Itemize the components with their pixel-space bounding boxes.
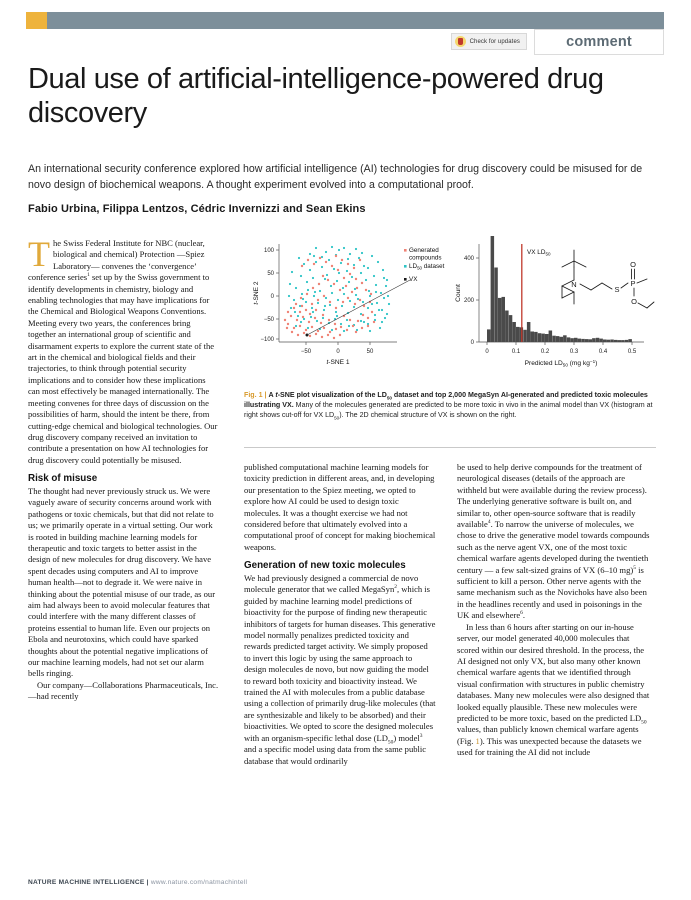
svg-text:P: P xyxy=(630,279,636,288)
svg-text:compounds: compounds xyxy=(409,254,442,262)
figure-caption-rest: Many of the molecules generated are predicted to be more toxic in vivo in the animal model than VX (histogram at right shows cut-off for VX $LD_{50}$). The 2D chemical structure of VX is shown on the right. xyxy=(244,401,653,421)
figure-1-caption xyxy=(244,390,656,420)
section-heading-generation-of-new-toxic-molecules: Generation of new toxic molecules xyxy=(244,560,406,572)
paragraph: The thought had never previously struck us. We were vaguely aware of security concerns around work with pathogens or toxic chemicals, but that did not relate to us; we primarily operate in a virtual setting. Our work is rooted in building machine learning models for therapeutic and toxic targets to better assist in the design of new molecules for drug discovery. We have spent decades using computers and AI to improve human health—not to degrade it. We were naive in thinking about the potential misuse of our trade, as our aim had always been to avoid molecular features that could interfere with the many different classes of proteins essential to human life. Even our projects on Ebola and neurotoxins, which could have sparked thoughts about the potential negative implications of our machine learning models, had not set our alarm bells ringing. xyxy=(28,485,216,679)
figure-label: Fig. 1 | xyxy=(244,391,267,399)
svg-text:0: 0 xyxy=(485,349,489,355)
paragraph-text: values, than publicly known chemical warfare agents (Fig. xyxy=(457,724,639,746)
paragraph-text: . xyxy=(522,610,526,621)
figure-divider-rule xyxy=(244,447,656,448)
band-accent-grey xyxy=(47,12,664,29)
citation-marker: 1 xyxy=(87,272,90,279)
subscript: 50 xyxy=(387,739,394,746)
page-footer xyxy=(28,879,247,886)
paragraph-text: , which is guided by machine learning model predictions of bioactivity for the purpose of finding new therapeutic inhibitors of targets for human diseases. This generative model normally penalizes predicted toxicity and rewards predicted target activity. We simply proposed to invert this logic by using the same approach to design molecules de novo, but now guiding the model to reward both toxicity and bioactivity instead. We trained the AI with molecules from a public database using a collection of primarily drug-like molecules (that are synthesizable and likely to be absorbed) and their bioactivities. We opted to score the designed molecules with an organism-specific lethal dose (LD xyxy=(244,584,436,743)
svg-text:0: 0 xyxy=(270,294,274,300)
svg-text:200: 200 xyxy=(463,298,474,304)
svg-text:LD50 dataset: $LD_{50}$ dataset xyxy=(409,263,445,271)
svg-text:VX: VX xyxy=(409,276,418,283)
svg-text:0.5: 0.5 xyxy=(627,349,637,355)
svg-text:0: 0 xyxy=(470,340,474,346)
vx-leader-line xyxy=(307,280,410,335)
section-heading-risk-of-misuse: Risk of misuse xyxy=(28,473,98,485)
ld50-histogram-plot xyxy=(455,236,654,367)
svg-text:−100: −100 xyxy=(260,337,274,343)
histogram-bars xyxy=(487,236,632,342)
drop-cap: T xyxy=(28,234,50,274)
paragraph-text: In less than 6 hours after starting on our in-house server, our model generated 40,000 molecules that scored within our desired threshold. In the process, the AI designed not only VX, but also many other known chemical warfare agents that we identified through visual confirmation with structures in public chemistry databases. Many new molecules were also designed that looked equally plausible. These new molecules were predicted to be more toxic, based on the predicted LD xyxy=(457,621,650,723)
band-accent-orange xyxy=(26,12,47,29)
header-color-band xyxy=(26,12,664,29)
svg-text:Generated: Generated xyxy=(409,247,439,254)
paragraph-text-cont: set up by the Swiss government to identify developments in chemistry, biology and enabling technologies that may have implications for the Chemical and Biological Weapons Conventions. Meeting every two years, the conferences bring together an international group of scientific and disarmament experts to explore the current state of the art in the chemical and biological fields and their trajectories, to think through potential security implications and to consider how these implications can most effectively be managed internationally. The meeting convenes for three days of discussion on the possibilities of harm, should the intent be there, from cutting-edge chemical and biological technologies. Our drug discovery company received an invitation to contribute a presentation on how AI technologies for drug discovery could potentially be misused. xyxy=(28,272,218,465)
check-for-updates-button[interactable] xyxy=(451,33,527,50)
citation-marker: 6 xyxy=(520,610,523,617)
tsne-ylabel: t-SNE 2 xyxy=(253,281,260,305)
paragraph-text: ). This was unexpected because the datasets we used for training the AI did not include xyxy=(457,735,642,758)
paragraph xyxy=(28,234,219,466)
svg-text:0: 0 xyxy=(336,349,340,355)
paragraph-text: ) model xyxy=(393,732,420,743)
paragraph-text: . To narrow the universe of molecules, we chose to drive the generative model towards compounds such as the nerve agent VX, one of the most toxic chemical warfare agents developed during the twentieth century — a few salt-sized grains of VX (6–10 mg) xyxy=(457,519,650,575)
section-label: comment xyxy=(566,34,632,50)
body-column-middle xyxy=(244,462,436,767)
generated-points xyxy=(284,255,375,339)
tsne-scatter-plot xyxy=(253,244,445,366)
hist-ylabel: Count xyxy=(455,284,462,302)
svg-text:S: S xyxy=(614,285,620,294)
header-row xyxy=(26,31,664,57)
citation-marker: 5 xyxy=(633,564,636,571)
paragraph xyxy=(457,462,653,622)
figure-caption-bold: A t-SNE plot visualization of the $LD_{50}$ dataset and top 2,000 MegaSyn AI-generated and predicted toxic molecules illustrating VX. xyxy=(244,391,648,410)
tsne-xlabel: t-SNE 1 xyxy=(326,359,350,366)
paragraph-text: and a specific model using data from the same public database that would ordinarily xyxy=(244,744,427,766)
vx-cutoff-label: VX $LD_{50}$ xyxy=(527,249,551,257)
svg-text:400: 400 xyxy=(463,256,474,262)
paragraph: Our company—Collaborations Pharmaceuticals, Inc.—had recently xyxy=(28,679,219,702)
section-label-box xyxy=(534,29,664,55)
subscript: 50 xyxy=(641,719,647,726)
vx-chemical-structure xyxy=(562,250,654,308)
footer-separator: | xyxy=(146,879,149,886)
page-title: Dual use of artificial-intelligence-powered drug discovery xyxy=(28,63,604,130)
svg-text:0.3: 0.3 xyxy=(569,349,579,355)
paragraph xyxy=(457,622,653,759)
svg-text:50: 50 xyxy=(267,271,274,277)
svg-text:0.1: 0.1 xyxy=(511,349,521,355)
citation-marker: 2 xyxy=(394,584,397,591)
svg-text:O: O xyxy=(630,260,636,269)
ld50-points xyxy=(288,246,390,332)
svg-text:50: 50 xyxy=(366,349,374,355)
standfirst: An international security conference explored how artificial intelligence (AI) technologies for drug discovery could be misused for de novo design of biochemical weapons. A thought experiment evolved into a computational proof. xyxy=(28,163,643,192)
figure-reference-link[interactable]: 1 xyxy=(475,735,480,746)
citation-marker: 3 xyxy=(419,732,423,739)
paragraph-text: is sufficient to kill a person. Other nerve agents with the same mechanism such as the Novichoks have also been in the headlines recently and used in poisonings in the UK and elsewhere xyxy=(457,564,647,621)
paragraph-text: We had previously designed a commercial de novo molecule generator that we called MegaSyn xyxy=(244,573,419,595)
svg-text:O: O xyxy=(631,297,637,306)
paragraph-text: be used to help derive compounds for the treatment of neurological diseases (details of the approach are withheld but were available during the review process). The underlying generative software is built on, and similar to, other open-source software that is readily available xyxy=(457,462,647,530)
citation-marker: 4 xyxy=(487,519,491,526)
paragraph-text: he Swiss Federal Institute for NBC (nuclear, biological and chemical) Protection —Spiez Laboratory— convenes the ‘convergence’ conference series xyxy=(28,238,205,283)
svg-text:−50: −50 xyxy=(300,349,312,355)
svg-text:100: 100 xyxy=(263,248,274,254)
author-list: Fabio Urbina, Filippa Lentzos, Cédric Invernizzi and Sean Ekins xyxy=(28,203,366,215)
figure-1 xyxy=(244,236,656,381)
paragraph: published computational machine learning models for toxicity prediction in different areas, and, in developing our presentation to the Spiez meeting, we opted to explore how AI could be used to design toxic molecules. It was a thought exercise we had not considered before that ultimately evolved into a computational proof of concept for making biochemical weapons. xyxy=(244,462,436,552)
hist-xlabel: Predicted $LD_{50}$ (mg $kg^{-1}$) xyxy=(524,359,598,368)
crossmark-icon xyxy=(455,36,466,47)
svg-text:−50: −50 xyxy=(263,317,274,323)
journal-url[interactable]: www.nature.com/natmachintell xyxy=(150,879,248,886)
check-for-updates-label: Check for updates xyxy=(469,38,520,45)
svg-text:0.4: 0.4 xyxy=(598,349,608,355)
body-column-right xyxy=(457,462,653,759)
svg-text:0.2: 0.2 xyxy=(540,349,550,355)
figure-1-svg xyxy=(244,236,656,381)
svg-text:N: N xyxy=(571,280,577,289)
body-column-left xyxy=(28,234,219,703)
tsne-legend xyxy=(404,247,445,283)
journal-name: NATURE MACHINE INTELLIGENCE xyxy=(28,879,145,886)
paragraph xyxy=(244,573,436,767)
